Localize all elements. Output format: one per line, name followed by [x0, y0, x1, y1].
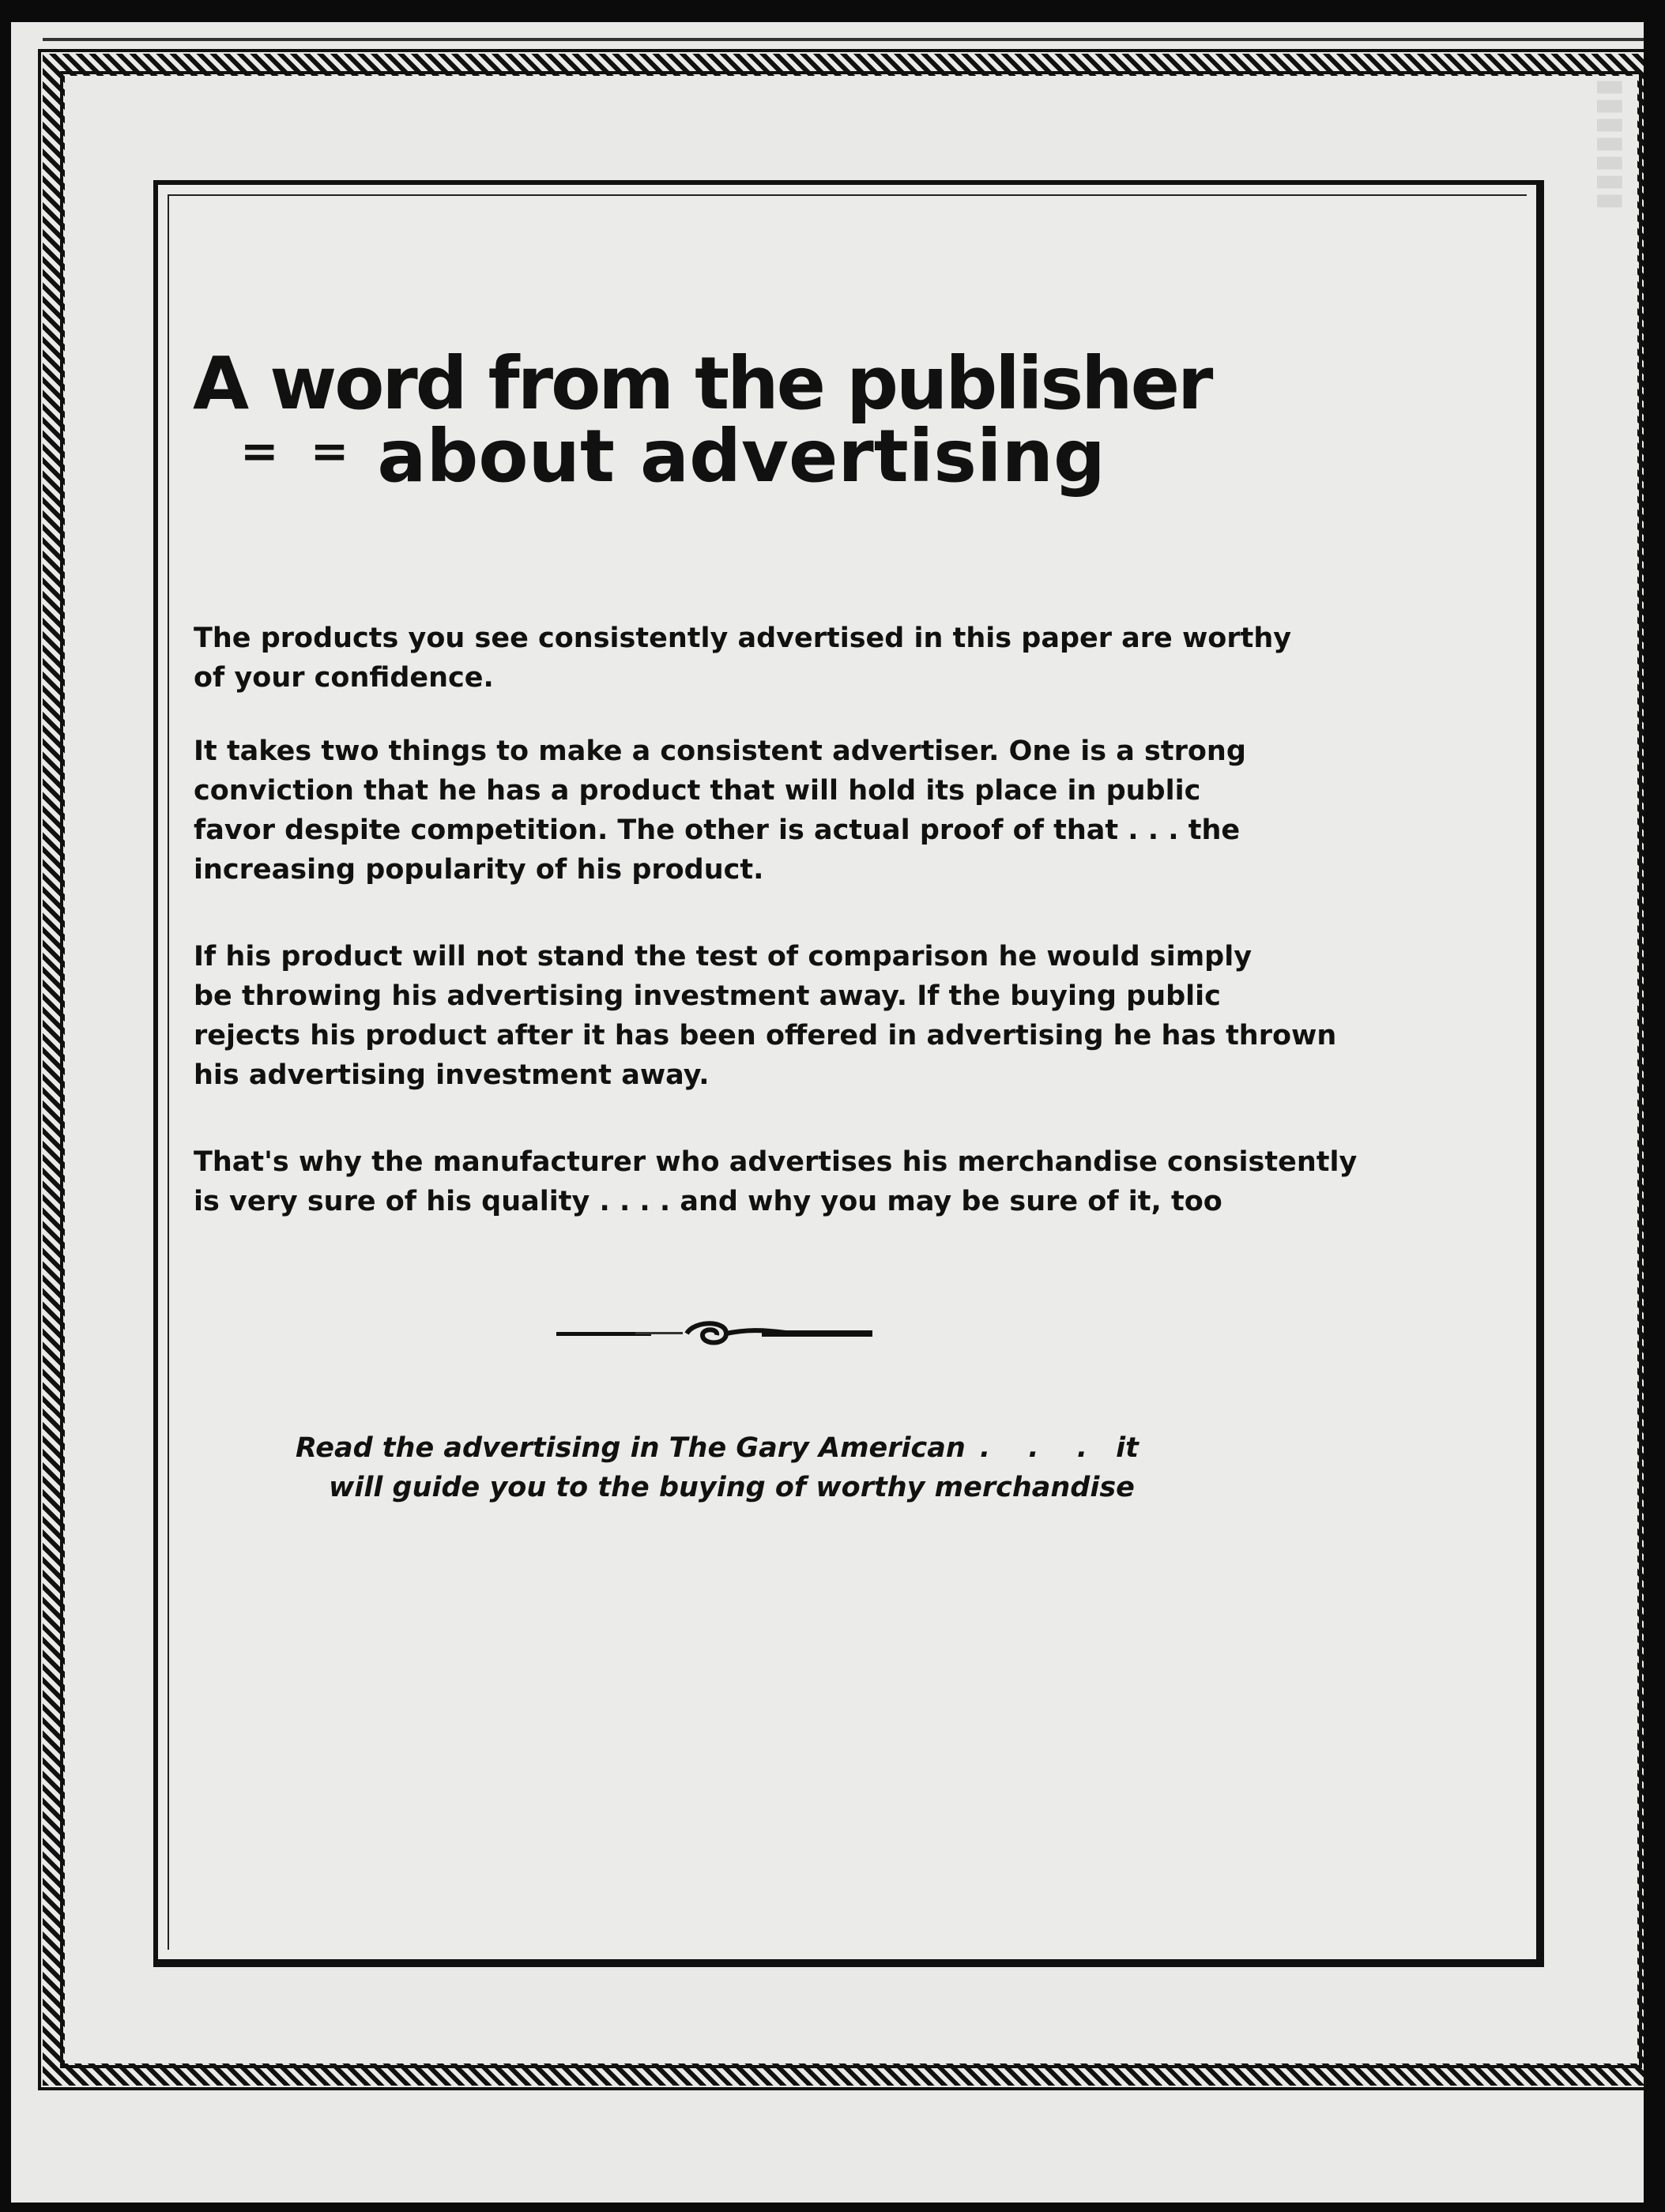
page-top-rule: [43, 38, 1644, 41]
paragraph-line: It takes two things to make a consistent advertiser. One is a strong: [194, 735, 1246, 767]
swirl-rule-ornament-icon: [556, 1314, 872, 1353]
closing-text-a: Read the advertising in The Gary American: [296, 1432, 966, 1464]
newspaper-page: [11, 22, 1644, 2203]
paragraph-3: [194, 937, 1337, 1095]
headline-line-2: [240, 414, 1268, 498]
paragraph-line: That's why the manufacturer who advertises his merchandise consistently: [194, 1146, 1358, 1178]
paragraph-1: [194, 619, 1292, 698]
paragraph-line: be throwing his advertising investment away. If the buying public: [194, 980, 1221, 1012]
closing-line-2: will guide you to the buying of worthy merchandise: [329, 1472, 1135, 1503]
paragraph-2: [194, 732, 1246, 890]
closing-line-1: [296, 1432, 1139, 1464]
paragraph-line: favor despite competition. The other is actual proof of that . . . the: [194, 814, 1241, 846]
paragraph-line: The products you see consistently advertised in this paper are worthy: [194, 623, 1292, 654]
paragraph-line: conviction that he has a product that will hold its place in public: [194, 775, 1201, 807]
paragraph-line: his advertising investment away.: [194, 1059, 710, 1091]
headline-line-1: A word from the publisher: [193, 341, 1211, 426]
paragraph-4: [194, 1142, 1358, 1221]
paragraph-line: rejects his product after it has been offered in advertising he has thrown: [194, 1020, 1337, 1051]
headline-dashes: = =: [240, 424, 357, 478]
bleed-through-texture: ▮▮▮▮▮▮▮▮: [1594, 59, 1630, 212]
paragraph-line: If his product will not stand the test of comparison he would simply: [194, 941, 1253, 972]
headline-line-2-text: about advertising: [377, 414, 1106, 498]
paragraph-line: is very sure of his quality . . . . and why you may be sure of it, too: [194, 1186, 1222, 1217]
paragraph-line: of your confidence.: [194, 662, 494, 694]
paragraph-line: increasing popularity of his product.: [194, 854, 764, 886]
closing-dots: . . .: [979, 1432, 1102, 1464]
closing-text-b: it: [1116, 1432, 1139, 1464]
